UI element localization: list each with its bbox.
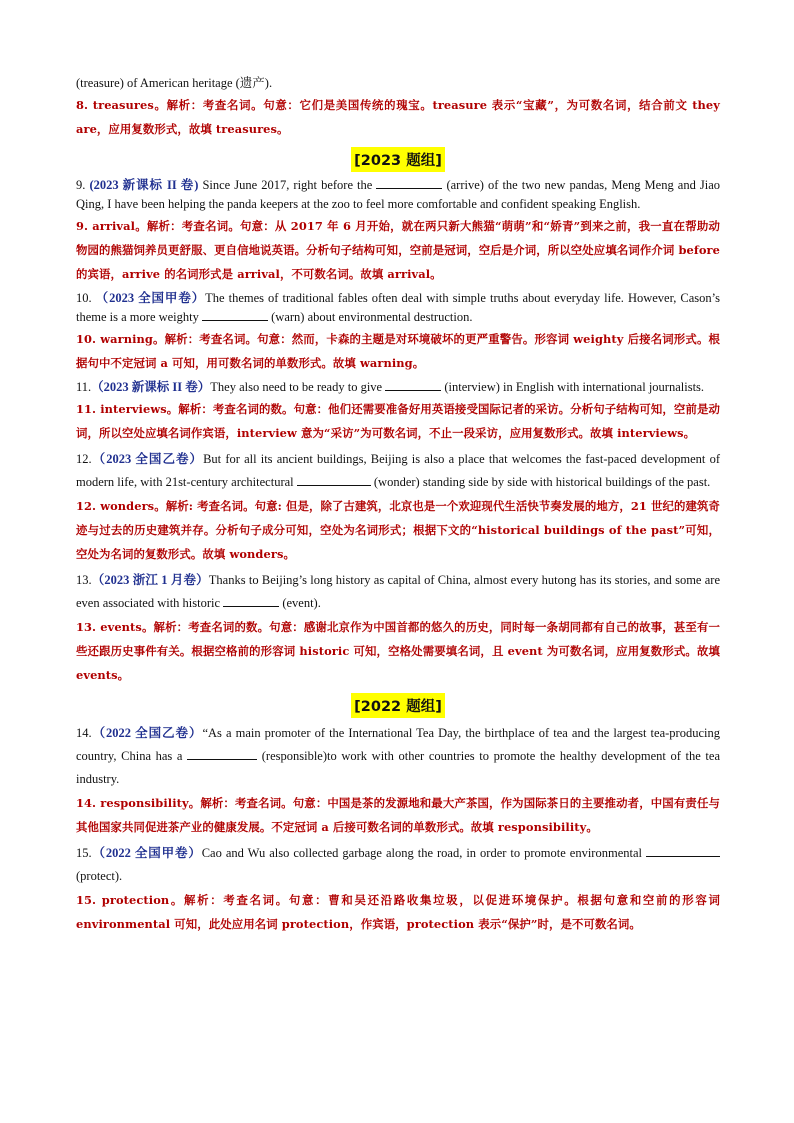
question-text: (protect). — [76, 869, 123, 883]
question-source: （2023 新课标 II 卷） — [91, 380, 211, 394]
answer-blank[interactable] — [202, 308, 268, 321]
answer-12: 12. wonders。解析: 考查名词。句意: 但是，除了古建筑，北京也是一个欢迎现代生活快节奏发展的地方，21 世纪的建筑奇迹与过去的历史建筑并存。分析句子成分可知，空处为名词形式；根据下文的“historical buildings of the past”可知，空处为名词的复数形式。故填 wonders。 — [76, 499, 720, 561]
answer-14: 14. responsibility。解析：考查名词。句意：中国是茶的发源地和最大产茶国，作为国际茶日的主要推动者，中国有责任与其他国家共同促进茶产业的健康发展。不定冠词 a 后接可数名词的单数形式。故填 responsibility。 — [76, 796, 720, 834]
question-number: 12. — [76, 452, 92, 466]
question-source: （2022 全国甲卷） — [91, 846, 202, 860]
question-text: The themes of traditional fables often deal with simple truths about everyday life. However, Cason’s theme is a more weighty — [76, 291, 720, 324]
question-text: (warn) about environmental destruction. — [268, 310, 473, 324]
question-number: 14. — [76, 726, 92, 740]
heading-2022: [2022 题组] — [351, 693, 445, 718]
answer-blank[interactable] — [223, 594, 279, 607]
answer-blank[interactable] — [297, 473, 371, 486]
section-2022 — [76, 693, 720, 718]
question-text: Thanks to Beijing’s long history as capital of China, almost every hutong has its stories, and some are even associated with historic — [76, 573, 720, 610]
question-number: 15. — [76, 846, 92, 860]
answer-blank[interactable] — [187, 747, 257, 760]
intro-text: (treasure) of American heritage (遗产). — [76, 76, 273, 90]
section-2023 — [76, 147, 720, 172]
answer-10: 10. warning。解析：考查名词。句意：然而，卡森的主题是对环境破坏的更严重警告。形容词 weighty 后接名词形式。根据句中不定冠词 a 可知，用可数名词的单数形式。故填 warning。 — [76, 332, 720, 370]
answer-9: 9. arrival。解析：考查名词。句意：从 2017 年 6 月开始，就在两只新大熊猫“萌萌”和“娇青”到来之前，我一直在帮助动物园的熊猫饲养员更舒服、更自信地说英语。分析句子结构可知，空前是冠词，空后是介词，所以空处应填名词作介词 before 的宾语，arrive 的名词形式是 arrival，不可数名词。故填 arrival。 — [76, 219, 720, 281]
question-text: “As a main promoter of the International Tea Day, the birthplace of tea and the largest tea-producing country, China has a — [76, 726, 720, 763]
question-text: Since June 2017, right before the — [198, 178, 377, 192]
question-10 — [76, 289, 720, 327]
question-number: 11. — [76, 380, 92, 394]
question-source: (2023 新课标 II 卷) — [89, 178, 199, 192]
heading-2023: [2023 题组] — [351, 147, 445, 172]
question-source: （2023 全国甲卷） — [95, 291, 206, 305]
answer-blank[interactable] — [385, 378, 441, 391]
question-number: 10. — [76, 291, 96, 305]
answer-8: 8. treasures。解析：考查名词。句意：它们是美国传统的瑰宝。treasure 表示“宝藏”，为可数名词，结合前文 they are，应用复数形式，故填 treasures。 — [76, 98, 720, 136]
answer-13: 13. events。解析：考查名词的数。句意：感谢北京作为中国首都的悠久的历史，同时每一条胡同都有自己的故事，甚至有一些还跟历史事件有关。根据空格前的形容词 historic 可知，空格处需要填名词，且 event 为可数名词，应用复数形式。故填 events。 — [76, 620, 720, 682]
question-text: They also need to be ready to give — [210, 380, 386, 394]
document-page — [76, 74, 720, 936]
question-9 — [76, 176, 720, 214]
question-text: (responsible)to work with other countries to promote the healthy development of the tea industry. — [76, 749, 720, 786]
question-12 — [76, 448, 720, 494]
question-text: (arrive) of the two new pandas, Meng Meng and Jiao Qing, I have been helping the panda keepers at the zoo to feel more comfortable and confident speaking English. — [76, 178, 721, 211]
question-source: （2023 全国乙卷） — [91, 452, 204, 466]
question-number: 9. — [76, 178, 90, 192]
answer-blank[interactable] — [376, 176, 442, 189]
question-text: Cao and Wu also collected garbage along the road, in order to promote environmental — [201, 846, 646, 860]
question-15 — [76, 842, 720, 888]
answer-11: 11. interviews。解析：考查名词的数。句意：他们还需要准备好用英语接受国际记者的采访。分析句子结构可知，空前是动词，所以空处应填名词作宾语，interview 意为“采访”为可数名词，不止一段采访，应用复数形式。故填 interviews。 — [76, 402, 720, 440]
answer-15: 15. protection。解析：考查名词。句意：曹和吴还沿路收集垃圾，以促进环境保护。根据句意和空前的形容词 environmental 可知，此处应用名词 protection，作宾语，protection 表示“保护”时，是不可数名词。 — [76, 893, 720, 931]
question-text: (wonder) standing side by side with historical buildings of the past. — [370, 475, 711, 489]
question-source: （2022 全国乙卷） — [91, 726, 203, 740]
question-text: But for all its ancient buildings, Beijing is also a place that welcomes the fast-paced development of modern life, with 21st-century architectural — [76, 452, 720, 489]
question-source: （2023 浙江 1 月卷） — [91, 573, 209, 587]
answer-blank[interactable] — [646, 844, 720, 857]
question-number: 13. — [76, 573, 92, 587]
question-14 — [76, 722, 720, 791]
question-text: (interview) in English with international journalists. — [441, 380, 705, 394]
question-text: (event). — [279, 596, 321, 610]
question-11 — [76, 378, 720, 397]
question-13 — [76, 569, 720, 615]
